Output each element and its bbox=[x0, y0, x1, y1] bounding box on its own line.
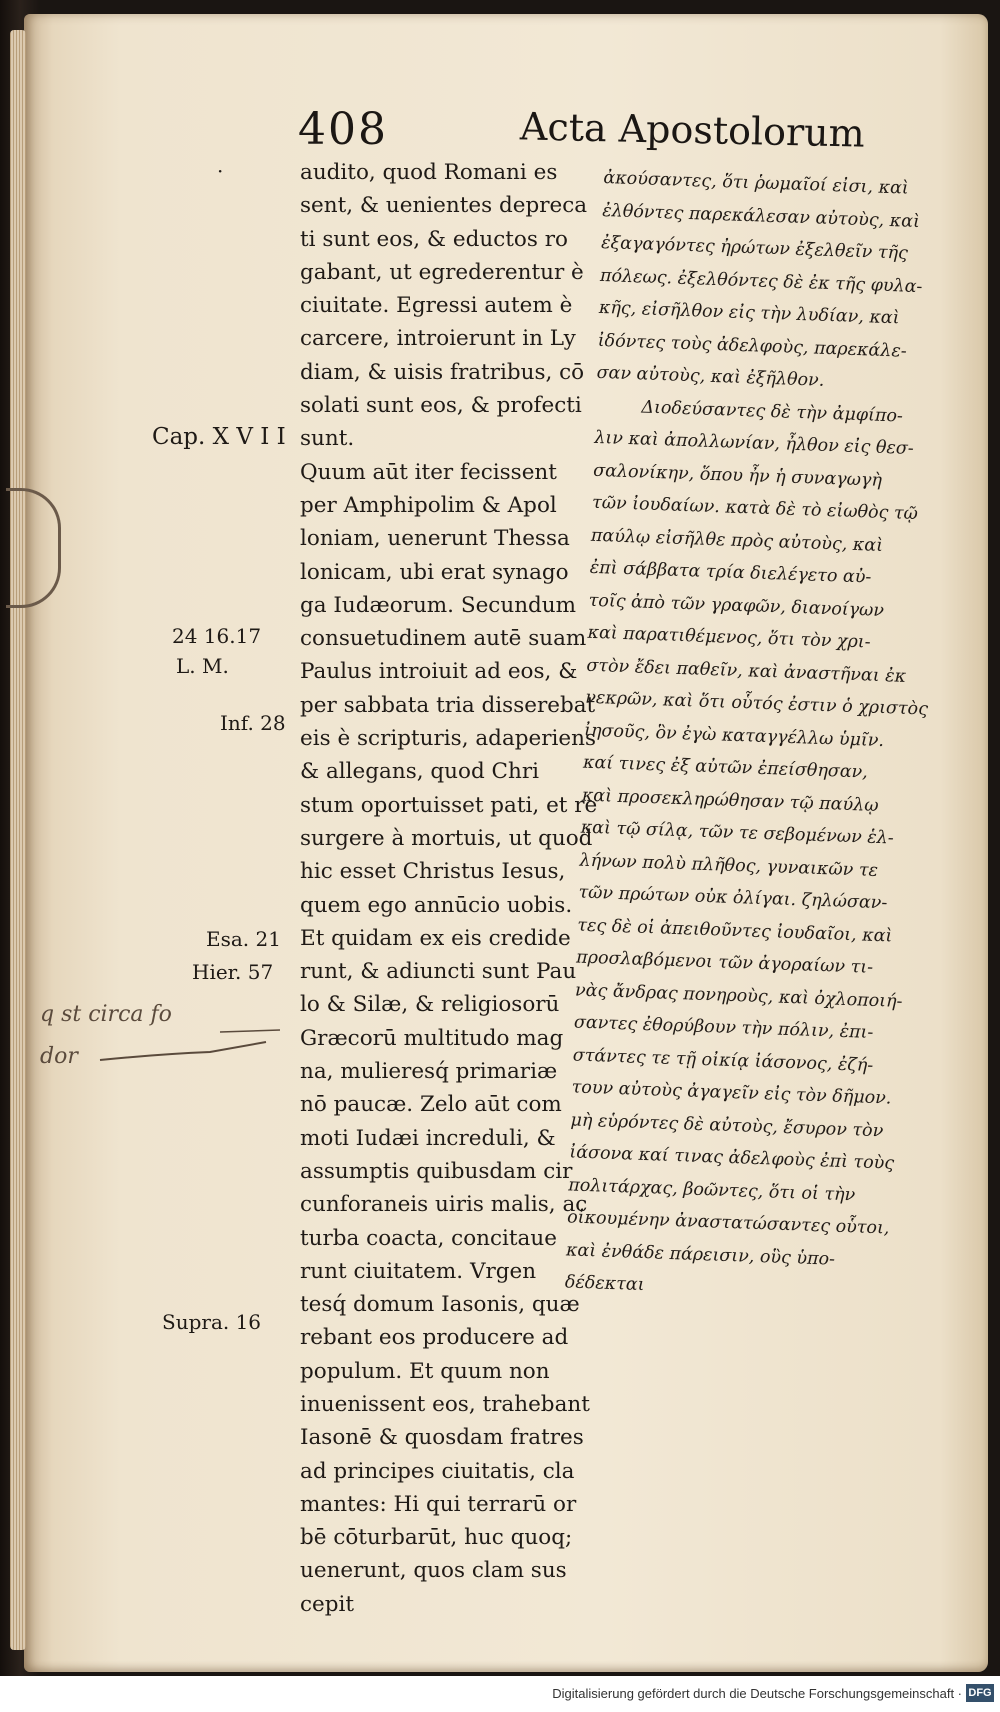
greek-line: καὶ προσεκληρώθησαν τῷ παύλῳ bbox=[581, 785, 879, 816]
margin-esa: Esa. 21 bbox=[206, 927, 281, 951]
latin-line: solati sunt eos, & profecti bbox=[300, 393, 582, 419]
latin-line: bē cōturbarūt, huc quoq; bbox=[300, 1525, 573, 1551]
greek-line: καὶ παρατιθέμενος, ὅτι τὸν χρι- bbox=[587, 622, 871, 653]
footer bbox=[0, 1676, 1000, 1712]
greek-line: λιν καὶ ἀπολλωνίαν, ἦλθον εἰς θεσ- bbox=[594, 427, 915, 459]
binding-ring bbox=[6, 488, 61, 608]
latin-line: tesq́ domum Iasonis, quæ bbox=[300, 1292, 580, 1318]
latin-line: sunt. bbox=[300, 426, 355, 452]
greek-line: ἰάσονα καί τινας ἀδελφοὺς ἐπὶ τοὺς bbox=[569, 1142, 895, 1174]
greek-line: στάντες τε τῇ οἰκίᾳ ἰάσονος, ἐζή- bbox=[572, 1044, 874, 1076]
running-title: Acta Apostolorum bbox=[519, 104, 866, 156]
latin-line: audito, quod Romani es bbox=[300, 160, 558, 185]
greek-line: ἐλθόντες παρεκάλεσαν αὐτοὺς, καὶ bbox=[601, 200, 921, 232]
greek-line: παύλῳ εἰσῆλθε πρὸς αὐτοὺς, καὶ bbox=[590, 525, 884, 556]
greek-line: τῶν πρώτων οὐκ ὀλίγαι. ζηλώσαν- bbox=[578, 882, 888, 914]
latin-line: na, mulieresq́ primariæ bbox=[300, 1059, 558, 1085]
margin-inf: Inf. 28 bbox=[220, 711, 286, 735]
margin-ref-letters: L. M. bbox=[176, 654, 229, 678]
latin-line: moti Iudæi increduli, & bbox=[300, 1125, 556, 1151]
greek-line: μὴ εὑρόντες δὲ αὐτοὺς, ἔσυρον τὸν bbox=[570, 1109, 884, 1141]
latin-line: ciuitate. Egressi autem è bbox=[300, 293, 573, 319]
latin-line: per Amphipolim & Apol bbox=[300, 492, 557, 518]
handwritten-line-2: dor bbox=[40, 1044, 78, 1069]
latin-line: gabant, ut egrederentur è bbox=[300, 259, 584, 285]
latin-line: eis è scripturis, adaperiens bbox=[300, 726, 597, 752]
greek-line: τῶν ἰουδαίων. κατὰ δὲ τὸ εἰωθὸς τῷ bbox=[591, 492, 919, 525]
latin-line: runt ciuitatem. Vrgen bbox=[300, 1258, 537, 1284]
margin-ref-numbers: 24 16.17 bbox=[172, 624, 262, 648]
greek-line: τουν αὐτοὺς ἀγαγεῖν εἰς τὸν δῆμον. bbox=[571, 1077, 892, 1109]
greek-line: ἐξαγαγόντες ἠρώτων ἐξελθεῖν τῆς bbox=[600, 232, 909, 264]
latin-line: consuetudinem autē suam bbox=[300, 626, 587, 652]
handwritten-strokes bbox=[40, 1002, 280, 1082]
page-header bbox=[0, 104, 1000, 164]
margin-supra: Supra. 16 bbox=[162, 1310, 262, 1334]
latin-line: cunforaneis uiris malis, ac bbox=[300, 1192, 588, 1218]
latin-line: stum oportuisset pati, et re bbox=[300, 792, 598, 818]
latin-line: carcere, introierunt in Ly bbox=[300, 326, 576, 352]
greek-line: σαν αὐτοὺς, καὶ ἐξῆλθον. bbox=[596, 362, 825, 391]
greek-line: καὶ ἐνθάδε πάρεισιν, οὓς ὑπο- bbox=[565, 1239, 836, 1270]
latin-line: inuenissent eos, trahebant bbox=[300, 1391, 590, 1417]
latin-line: lonicam, ubi erat synago bbox=[300, 559, 569, 585]
handwritten-line-1: q st circa fo bbox=[40, 1002, 172, 1027]
latin-line: uenerunt, quos clam sus bbox=[300, 1558, 567, 1584]
greek-line: ἰδόντες τοὺς ἀδελφοὺς, παρεκάλε- bbox=[597, 330, 908, 362]
greek-line: καὶ τῷ σίλᾳ, τῶν τε σεβομένων ἑλ- bbox=[580, 817, 895, 849]
greek-line: πόλεως. ἐξελθόντες δὲ ἐκ τῆς φυλα- bbox=[599, 265, 923, 297]
greek-line: πολιτάρχας, βοῶντες, ὅτι οἱ τὴν bbox=[567, 1174, 856, 1205]
page-number: 408 bbox=[298, 104, 388, 155]
greek-line: τοῖς ἀπὸ τῶν γραφῶν, διανοίγων bbox=[588, 590, 885, 621]
latin-line: loniam, uenerunt Thessa bbox=[300, 526, 570, 552]
greek-line: προσλαβόμενοι τῶν ἀγοραίων τι- bbox=[575, 947, 874, 978]
greek-line: καί τινες ἐξ αὐτῶν ἐπείσθησαν, bbox=[582, 752, 869, 783]
latin-line: rebant eos producere ad bbox=[300, 1325, 569, 1351]
latin-line: assumptis quibusdam cir bbox=[300, 1158, 573, 1184]
latin-line: Græcorū multitudo mag bbox=[300, 1025, 564, 1051]
latin-line: quem ego annūcio uobis. bbox=[300, 892, 573, 918]
greek-line: σαντες ἐθορύβουν τὴν πόλιν, ἐπι- bbox=[573, 1012, 874, 1043]
greek-line: ἐπὶ σάββατα τρία διελέγετο αὐ- bbox=[589, 557, 872, 588]
footer-text: Digitalisierung gefördert durch die Deutsche Forschungsgemeinschaft · bbox=[552, 1686, 962, 1701]
margin-dot: · bbox=[217, 159, 224, 183]
latin-line: ga Iudæorum. Secundum bbox=[300, 592, 577, 618]
greek-line: νεκρῶν, καὶ ὅτι οὗτός ἐστιν ὁ χριστὸς bbox=[584, 687, 929, 720]
greek-line: οἰκουμένην ἀναστατώσαντες οὗτοι, bbox=[566, 1207, 890, 1239]
margin-hier: Hier. 57 bbox=[192, 960, 274, 984]
latin-line: per sabbata tria disserebat bbox=[300, 692, 596, 718]
greek-line: στὸν ἔδει παθεῖν, καὶ ἀναστῆναι ἐκ bbox=[586, 655, 907, 687]
greek-column bbox=[564, 162, 973, 1312]
page-edges bbox=[10, 30, 26, 1650]
latin-line: mantes: Hi qui terrarū or bbox=[300, 1491, 577, 1517]
latin-line: surgere à mortuis, ut quod bbox=[300, 825, 593, 851]
latin-line: diam, & uisis fratribus, cō bbox=[300, 359, 585, 385]
latin-line: Quum aūt iter fecissent bbox=[300, 459, 557, 485]
greek-line: τες δὲ οἱ ἀπειθοῦντες ἰουδαῖοι, καὶ bbox=[577, 915, 893, 947]
latin-line: cepit bbox=[300, 1591, 355, 1617]
greek-line: νὰς ἄνδρας πονηροὺς, καὶ ὀχλοποιή- bbox=[574, 980, 903, 1012]
latin-line: lo & Silæ, & religiosorū bbox=[300, 992, 560, 1018]
margin-chapter: Cap. X V I I bbox=[152, 424, 286, 450]
greek-line: ἰησοῦς, ὃν ἐγὼ καταγγέλλω ὑμῖν. bbox=[583, 720, 885, 751]
latin-line: hic esset Christus Iesus, bbox=[300, 859, 566, 885]
dfg-logo: DFG bbox=[966, 1684, 994, 1702]
greek-line: λήνων πολὺ πλῆθος, γυναικῶν τε bbox=[579, 850, 879, 881]
latin-line: Paulus introiuit ad eos, & bbox=[300, 659, 578, 685]
greek-line: Διοδεύσαντες δὲ τὴν ἀμφίπο- bbox=[641, 396, 904, 427]
latin-line: Et quidam ex eis credide bbox=[300, 925, 571, 951]
handwritten-annotation bbox=[40, 1002, 280, 1082]
latin-line: ti sunt eos, & eductos ro bbox=[300, 226, 568, 252]
latin-line: populum. Et quum non bbox=[300, 1358, 550, 1384]
latin-column bbox=[300, 156, 598, 1621]
greek-line: δέδεκται bbox=[564, 1272, 645, 1296]
latin-line: sent, & uenientes depreca bbox=[300, 193, 588, 219]
greek-line: σαλονίκην, ὅπου ἦν ἡ συναγωγὴ bbox=[592, 460, 883, 491]
greek-line: κῆς, εἰσῆλθον εἰς τὴν λυδίαν, καὶ bbox=[598, 297, 900, 329]
latin-line: runt, & adiuncti sunt Pau bbox=[300, 959, 577, 985]
latin-line: nō paucæ. Zelo aūt com bbox=[300, 1092, 562, 1118]
latin-line: ad principes ciuitatis, cla bbox=[300, 1458, 575, 1484]
greek-line: ἀκούσαντες, ὅτι ῥωμαῖοί εἰσι, καὶ bbox=[603, 167, 910, 199]
latin-line: turba coacta, concitaue bbox=[300, 1225, 557, 1251]
latin-line: Iasonē & quosdam fratres bbox=[300, 1425, 584, 1451]
latin-line: & allegans, quod Chri bbox=[300, 759, 539, 785]
